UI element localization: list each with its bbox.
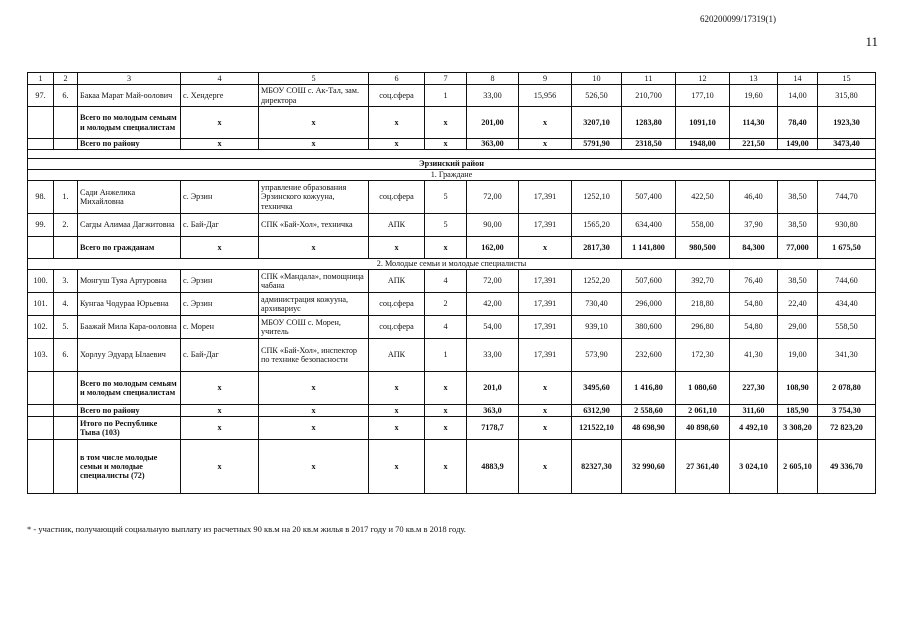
cell-federal: 1 416,80: [622, 372, 676, 405]
cell-sub-index: 5.: [54, 316, 78, 339]
cell-sub-index: 3.: [54, 270, 78, 293]
cell-regional: 422,50: [676, 181, 730, 214]
cell-index: 103.: [28, 339, 54, 372]
cell-x: х: [519, 440, 572, 494]
cell-area: 33,00: [467, 339, 519, 372]
subtotal-label: Итого по Республике Тыва (103): [78, 417, 181, 440]
cell-employer: 14,00: [778, 85, 818, 107]
cell-employer: 38,50: [778, 181, 818, 214]
subtotal-label: Всего по району: [78, 405, 181, 417]
cell-own: 744,70: [818, 181, 876, 214]
cell-x: х: [425, 139, 467, 150]
cell-x: х: [519, 405, 572, 417]
cell-x: х: [369, 107, 425, 139]
cell-local: 76,40: [730, 270, 778, 293]
cell-total: 121522,10: [572, 417, 622, 440]
cell-area: 42,00: [467, 293, 519, 316]
section-title-young: 2. Молодые семьи и молодые специалисты: [28, 259, 876, 270]
cell-local: 114,30: [730, 107, 778, 139]
cell-regional: 1948,00: [676, 139, 730, 150]
cell-regional: 218,80: [676, 293, 730, 316]
section-title-citizens: 1. Граждане: [28, 170, 876, 181]
cell-x: х: [369, 405, 425, 417]
cell-federal: 232,600: [622, 339, 676, 372]
cell-local: 311,60: [730, 405, 778, 417]
col-number: 14: [778, 73, 818, 85]
col-number: 9: [519, 73, 572, 85]
district-total-row: [28, 139, 876, 150]
cell-locality: с. Эрзин: [181, 293, 259, 316]
cell-local: 84,300: [730, 237, 778, 259]
spacer-row: [28, 150, 876, 159]
document-id: 620200099/17319(1): [700, 14, 776, 24]
col-number: 2: [54, 73, 78, 85]
cell-sector: соц.сфера: [369, 293, 425, 316]
cell-x: х: [259, 417, 369, 440]
cell-area: 363,00: [467, 139, 519, 150]
cell-family-size: 5: [425, 214, 467, 237]
cell-name: Сади Анжелика Михайловна: [78, 181, 181, 214]
col-number: 12: [676, 73, 730, 85]
cell-locality: с. Морен: [181, 316, 259, 339]
cell-x: х: [519, 139, 572, 150]
district-header-row: [28, 159, 876, 170]
cell-x: х: [369, 440, 425, 494]
cell-employer: 19,00: [778, 339, 818, 372]
cell-employer: 3 308,20: [778, 417, 818, 440]
cell-own: 558,50: [818, 316, 876, 339]
cell-total: 3495,60: [572, 372, 622, 405]
cell-area: 7178,7: [467, 417, 519, 440]
cell-x: х: [181, 139, 259, 150]
cell-x: х: [181, 440, 259, 494]
cell-x: х: [259, 440, 369, 494]
district-title: Эрзинский район: [28, 159, 876, 170]
cell-federal: 507,600: [622, 270, 676, 293]
cell-sub-index: 4.: [54, 293, 78, 316]
cell-area: 33,00: [467, 85, 519, 107]
cell-local: 37,90: [730, 214, 778, 237]
cell-federal: 210,700: [622, 85, 676, 107]
table-row: [28, 316, 876, 339]
cell-area: 162,00: [467, 237, 519, 259]
col-number: 7: [425, 73, 467, 85]
cell-locality: с. Бай-Даг: [181, 339, 259, 372]
cell-x: х: [369, 417, 425, 440]
section-header-row: [28, 259, 876, 270]
table-row: [28, 214, 876, 237]
col-number: 5: [259, 73, 369, 85]
cell-total: 526,50: [572, 85, 622, 107]
cell-name: Кунгаа Чодураа Юрьевна: [78, 293, 181, 316]
col-number: 13: [730, 73, 778, 85]
cell-area: 201,0: [467, 372, 519, 405]
cell-regional: 980,500: [676, 237, 730, 259]
cell-local: 54,80: [730, 293, 778, 316]
cell-local: 3 024,10: [730, 440, 778, 494]
cell-total: 939,10: [572, 316, 622, 339]
cell-x: х: [519, 107, 572, 139]
cell-sector: соц.сфера: [369, 316, 425, 339]
table-row: [28, 339, 876, 372]
subtotal-label: Всего по молодым семьям и молодым специалистам: [78, 107, 181, 139]
cell-x: х: [519, 372, 572, 405]
subtotal-row: [28, 237, 876, 259]
cell-family-size: 5: [425, 181, 467, 214]
col-number: 1: [28, 73, 54, 85]
cell-workplace: администрация кожууна, архивариус: [259, 293, 369, 316]
cell-x: х: [425, 440, 467, 494]
cell-price: 17,391: [519, 214, 572, 237]
cell-index: 101.: [28, 293, 54, 316]
cell-x: х: [259, 237, 369, 259]
cell-workplace: МБОУ СОШ с. Морен, учитель: [259, 316, 369, 339]
cell-federal: 1 141,800: [622, 237, 676, 259]
cell-area: 4883,9: [467, 440, 519, 494]
cell-price: 15,956: [519, 85, 572, 107]
cell-employer: 78,40: [778, 107, 818, 139]
cell-x: х: [519, 237, 572, 259]
cell-total: 3207,10: [572, 107, 622, 139]
cell-x: х: [181, 417, 259, 440]
cell-locality: с. Эрзин: [181, 270, 259, 293]
col-number: 8: [467, 73, 519, 85]
cell-workplace: СПК «Бай-Хол», инспектор по технике безопасности: [259, 339, 369, 372]
cell-local: 19,60: [730, 85, 778, 107]
cell-employer: 22,40: [778, 293, 818, 316]
cell-employer: 185,90: [778, 405, 818, 417]
cell-own: 744,60: [818, 270, 876, 293]
cell-employer: 38,50: [778, 214, 818, 237]
col-number: 3: [78, 73, 181, 85]
col-number: 15: [818, 73, 876, 85]
cell-index: 102.: [28, 316, 54, 339]
cell-index: 97.: [28, 85, 54, 107]
cell-regional: 27 361,40: [676, 440, 730, 494]
cell-own: 3473,40: [818, 139, 876, 150]
cell-x: х: [369, 237, 425, 259]
cell-employer: 2 605,10: [778, 440, 818, 494]
cell-federal: 296,000: [622, 293, 676, 316]
cell-sub-index: 2.: [54, 214, 78, 237]
cell-name: Монгуш Туяа Артуровна: [78, 270, 181, 293]
cell-local: 46,40: [730, 181, 778, 214]
cell-area: 72,00: [467, 181, 519, 214]
cell-x: х: [425, 372, 467, 405]
cell-area: 363,0: [467, 405, 519, 417]
cell-own: 315,80: [818, 85, 876, 107]
subtotal-row: [28, 372, 876, 405]
page-number: 11: [865, 34, 878, 49]
cell-area: 201,00: [467, 107, 519, 139]
cell-regional: 177,10: [676, 85, 730, 107]
col-number: 4: [181, 73, 259, 85]
cell-total: 6312,90: [572, 405, 622, 417]
cell-total: 1252,10: [572, 181, 622, 214]
cell-sub-index: 6.: [54, 85, 78, 107]
cell-local: 227,30: [730, 372, 778, 405]
cell-price: 17,391: [519, 293, 572, 316]
cell-federal: 634,400: [622, 214, 676, 237]
cell-employer: 29,00: [778, 316, 818, 339]
cell-local: 54,80: [730, 316, 778, 339]
cell-own: 1923,30: [818, 107, 876, 139]
cell-price: 17,391: [519, 270, 572, 293]
cell-sector: соц.сфера: [369, 181, 425, 214]
allocation-table: [27, 72, 876, 494]
cell-regional: 2 061,10: [676, 405, 730, 417]
column-number-row: [28, 73, 876, 85]
cell-sector: АПК: [369, 339, 425, 372]
cell-x: х: [181, 107, 259, 139]
cell-federal: 2318,50: [622, 139, 676, 150]
cell-local: 4 492,10: [730, 417, 778, 440]
cell-workplace: МБОУ СОШ с. Ак-Тал, зам. директора: [259, 85, 369, 107]
table-row: [28, 85, 876, 107]
cell-own: 1 675,50: [818, 237, 876, 259]
cell-index: 98.: [28, 181, 54, 214]
grand-total-young-row: [28, 440, 876, 494]
cell-sub-index: 1.: [54, 181, 78, 214]
cell-locality: с. Хендерге: [181, 85, 259, 107]
cell-own: 341,30: [818, 339, 876, 372]
cell-family-size: 2: [425, 293, 467, 316]
cell-total: 1565,20: [572, 214, 622, 237]
cell-x: х: [259, 405, 369, 417]
cell-total: 82327,30: [572, 440, 622, 494]
cell-total: 730,40: [572, 293, 622, 316]
cell-workplace: СПК «Мандала», помощница чабана: [259, 270, 369, 293]
col-number: 6: [369, 73, 425, 85]
cell-sector: АПК: [369, 214, 425, 237]
cell-x: х: [369, 139, 425, 150]
cell-x: х: [259, 139, 369, 150]
cell-family-size: 1: [425, 85, 467, 107]
cell-total: 573,90: [572, 339, 622, 372]
cell-index: 100.: [28, 270, 54, 293]
cell-local: 41,30: [730, 339, 778, 372]
cell-local: 221,50: [730, 139, 778, 150]
footnote: * - участник, получающий социальную выплату из расчетных 90 кв.м на 20 кв.м жилья в 2017 году и 70 кв.м в 2018 году.: [27, 524, 466, 534]
cell-x: х: [425, 405, 467, 417]
cell-x: х: [181, 237, 259, 259]
cell-price: 17,391: [519, 339, 572, 372]
cell-federal: 48 698,90: [622, 417, 676, 440]
cell-sub-index: 6.: [54, 339, 78, 372]
cell-own: 2 078,80: [818, 372, 876, 405]
section-header-row: [28, 170, 876, 181]
cell-regional: 558,00: [676, 214, 730, 237]
cell-employer: 108,90: [778, 372, 818, 405]
cell-x: х: [259, 372, 369, 405]
cell-regional: 1091,10: [676, 107, 730, 139]
table-row: [28, 270, 876, 293]
cell-employer: 149,00: [778, 139, 818, 150]
cell-federal: 32 990,60: [622, 440, 676, 494]
subtotal-label: Всего по молодым семьям и молодым специалистам: [78, 372, 181, 405]
cell-regional: 40 898,60: [676, 417, 730, 440]
cell-x: х: [519, 417, 572, 440]
cell-name: Бакаа Марат Май-оолович: [78, 85, 181, 107]
cell-family-size: 4: [425, 270, 467, 293]
cell-employer: 77,000: [778, 237, 818, 259]
cell-federal: 507,400: [622, 181, 676, 214]
cell-x: х: [425, 417, 467, 440]
subtotal-row: [28, 107, 876, 139]
cell-own: 434,40: [818, 293, 876, 316]
cell-x: х: [369, 372, 425, 405]
cell-index: 99.: [28, 214, 54, 237]
cell-sector: АПК: [369, 270, 425, 293]
cell-x: х: [259, 107, 369, 139]
col-number: 11: [622, 73, 676, 85]
table-row: [28, 181, 876, 214]
cell-name: Баажай Мила Кара-ооловна: [78, 316, 181, 339]
cell-total: 1252,20: [572, 270, 622, 293]
cell-locality: с. Бай-Даг: [181, 214, 259, 237]
cell-regional: 296,80: [676, 316, 730, 339]
cell-x: х: [425, 237, 467, 259]
cell-own: 49 336,70: [818, 440, 876, 494]
cell-area: 90,00: [467, 214, 519, 237]
cell-own: 3 754,30: [818, 405, 876, 417]
cell-workplace: управление образования Эрзинского кожууна, техничка: [259, 181, 369, 214]
table-row: [28, 293, 876, 316]
cell-own: 72 823,20: [818, 417, 876, 440]
cell-own: 930,80: [818, 214, 876, 237]
cell-locality: с. Эрзин: [181, 181, 259, 214]
col-number: 10: [572, 73, 622, 85]
cell-total: 5791,90: [572, 139, 622, 150]
cell-workplace: СПК «Бай-Хол», техничка: [259, 214, 369, 237]
cell-x: х: [181, 405, 259, 417]
cell-federal: 380,600: [622, 316, 676, 339]
subtotal-label: Всего по району: [78, 139, 181, 150]
cell-area: 72,00: [467, 270, 519, 293]
cell-regional: 392,70: [676, 270, 730, 293]
cell-sector: соц.сфера: [369, 85, 425, 107]
grand-total-row: [28, 417, 876, 440]
cell-total: 2817,30: [572, 237, 622, 259]
cell-regional: 172,30: [676, 339, 730, 372]
cell-family-size: 1: [425, 339, 467, 372]
cell-price: 17,391: [519, 181, 572, 214]
cell-family-size: 4: [425, 316, 467, 339]
subtotal-label: Всего по гражданам: [78, 237, 181, 259]
cell-regional: 1 080,60: [676, 372, 730, 405]
cell-price: 17,391: [519, 316, 572, 339]
cell-x: х: [181, 372, 259, 405]
cell-employer: 38,50: [778, 270, 818, 293]
cell-name: Хорлуу Эдуард Ылаевич: [78, 339, 181, 372]
cell-area: 54,00: [467, 316, 519, 339]
district-total-row: [28, 405, 876, 417]
cell-x: х: [425, 107, 467, 139]
subtotal-label: в том числе молодые семьи и молодые специалисты (72): [78, 440, 181, 494]
cell-name: Сагды Алимаа Дагжитовна: [78, 214, 181, 237]
cell-federal: 2 558,60: [622, 405, 676, 417]
cell-federal: 1283,80: [622, 107, 676, 139]
